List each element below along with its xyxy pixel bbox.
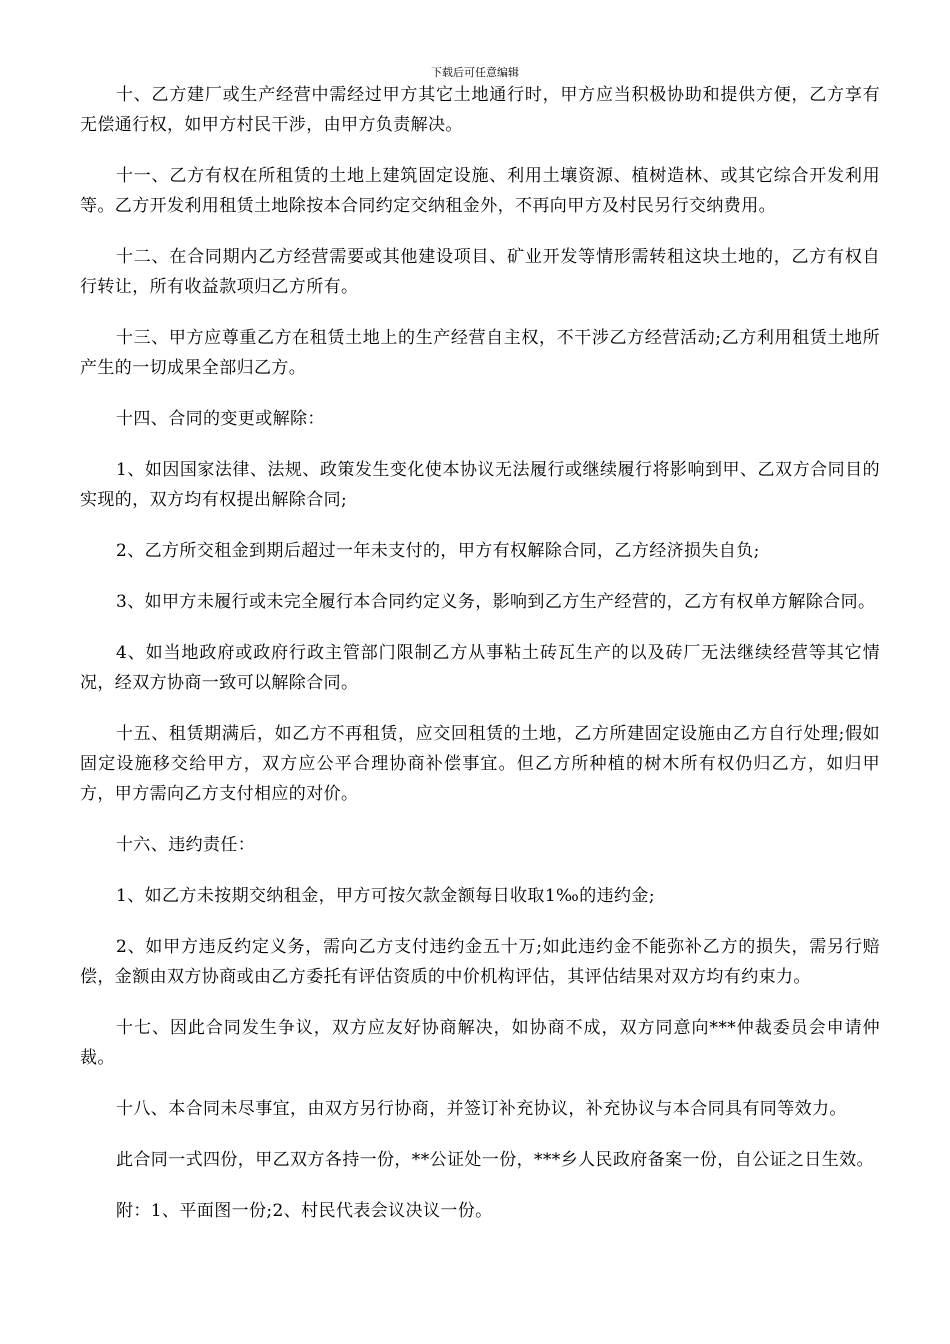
clause-16-item-1: 1、如乙方未按期交纳租金，甲方可按欠款金额每日收取1‰的违约金; bbox=[116, 886, 655, 906]
clause-15: 十五、租赁期满后，如乙方不再租赁，应交回租赁的土地，乙方所建固定设施由乙方自行处理;假如固定设施移交给甲方，双方应公平合理协商补偿事宜。但乙方所种植的树木所有权仍归乙方，如归甲方，甲方需向乙方支付相应的对价。 bbox=[80, 724, 880, 804]
clause-12: 十二、在合同期内乙方经营需要或其他建设项目、矿业开发等情形需转租这块土地的，乙方有权自行转让，所有收益款项归乙方所有。 bbox=[80, 247, 880, 297]
clause-14-item-1: 1、如因国家法律、法规、政策发生变化使本协议无法履行或继续履行将影响到甲、乙双方合同目的实现的，双方均有权提出解除合同; bbox=[80, 460, 880, 510]
clause-14-heading: 十四、合同的变更或解除： bbox=[116, 409, 325, 429]
header-note: 下载后可任意编辑 bbox=[431, 66, 519, 79]
document-body bbox=[80, 80, 880, 1247]
clause-10: 十、乙方建厂或生产经营中需经过甲方其它土地通行时，甲方应当积极协助和提供方便，乙方享有无偿通行权，如甲方村民干涉，由甲方负责解决。 bbox=[80, 85, 880, 135]
clause-16-item-2: 2、如甲方违反约定义务，需向乙方支付违约金五十万;如此违约金不能弥补乙方的损失，需另行赔偿，金额由双方协商或由乙方委托有评估资质的中价机构评估，其评估结果对双方均有约束力。 bbox=[80, 937, 880, 987]
clause-11: 十一、乙方有权在所租赁的土地上建筑固定设施、利用土壤资源、植树造林、或其它综合开发利用等。乙方开发利用租赁土地除按本合同约定交纳租金外，不再向甲方及村民另行交纳费用。 bbox=[80, 166, 880, 216]
clause-14-item-2: 2、乙方所交租金到期后超过一年未支付的，甲方有权解除合同，乙方经济损失自负; bbox=[116, 541, 760, 561]
clause-14-item-4: 4、如当地政府或政府行政主管部门限制乙方从事粘土砖瓦生产的以及砖厂无法继续经营等其它情况，经双方协商一致可以解除合同。 bbox=[80, 643, 880, 693]
clause-13: 十三、甲方应尊重乙方在租赁土地上的生产经营自主权，不干涉乙方经营活动;乙方利用租赁土地所产生的一切成果全部归乙方。 bbox=[80, 328, 880, 378]
clause-16-heading: 十六、违约责任： bbox=[116, 835, 256, 855]
clause-14-item-3: 3、如甲方未履行或未完全履行本合同约定义务，影响到乙方生产经营的，乙方有权单方解除合同。 bbox=[116, 592, 876, 612]
attachments-clause: 附：1、平面图一份;2、村民代表会议决议一份。 bbox=[116, 1201, 493, 1221]
copies-clause: 此合同一式四份，甲乙双方各持一份，**公证处一份，***乡人民政府备案一份，自公证之日生效。 bbox=[116, 1150, 874, 1170]
clause-18: 十八、本合同未尽事宜，由双方另行协商，并签订补充协议，补充协议与本合同具有同等效力。 bbox=[116, 1099, 847, 1119]
clause-17: 十七、因此合同发生争议，双方应友好协商解决，如协商不成，双方同意向***仲裁委员会申请仲裁。 bbox=[80, 1018, 880, 1068]
